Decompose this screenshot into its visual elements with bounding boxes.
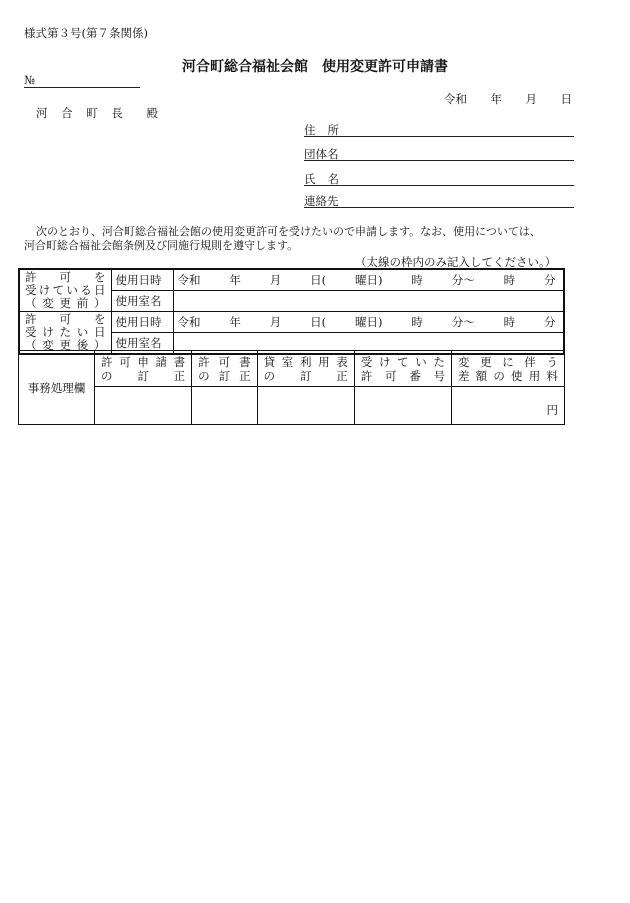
yen-unit: 円 [546,403,558,417]
office-processing-table [18,350,565,425]
use-datetime-field-before[interactable]: 令和 年 月 日( 曜日) 時 分～ 時 分 [173,269,564,290]
contact-field[interactable]: 連絡先 [304,193,574,208]
before-change-label: 許 可 を 受 け て い る 日 （ 変 更 前 ） [19,269,111,312]
office-header-permit-correction: 許 可 書 の 訂 正 [192,351,257,387]
date-line[interactable] [444,91,572,107]
application-number-field[interactable] [24,73,140,88]
office-cell-room-schedule-correction[interactable] [257,387,354,425]
office-header-application-correction: 許 可 申 請 書 の 訂 正 [95,351,192,387]
use-datetime-label-before: 使用日時 [111,269,173,290]
office-cell-permit-correction[interactable] [192,387,257,425]
use-room-field-before[interactable] [173,290,564,311]
instruction-note: （太線の枠内のみ記入してください。） [355,255,557,269]
use-room-label-before: 使用室名 [111,290,173,311]
use-datetime-field-after[interactable]: 令和 年 月 日( 曜日) 時 分～ 時 分 [173,312,564,333]
office-header-fee-difference: 変 更 に 伴 う 差 額 の 使 用 料 [451,351,564,387]
use-room-label-after: 使用室名 [111,333,173,354]
form-number: 様式第３号(第７条関係) [24,26,148,40]
address-field[interactable]: 住 所 [304,122,574,137]
office-cell-application-correction[interactable] [95,387,192,425]
body-text-line1: 次のとおり、河合町総合福祉会館の使用変更許可を受けたいので申請します。なお、使用については、 [36,225,541,238]
office-processing-label: 事務処理欄 [19,351,95,425]
office-header-room-schedule-correction: 貸 室 利 用 表 の 訂 正 [257,351,354,387]
date-year-label: 年 [490,92,502,106]
group-name-field[interactable]: 団体名 [304,146,574,161]
office-header-previous-permit-number: 受 け て い た 許 可 番 号 [354,351,451,387]
number-label: № [24,73,35,87]
office-cell-fee-difference[interactable] [451,387,564,425]
addressee: 河 合 町 長 殿 [36,106,158,120]
body-text-line2: 河合町総合福祉会館条例及び同施行規則を遵守します。 [24,239,299,252]
applicant-name-field[interactable]: 氏 名 [304,171,574,186]
use-datetime-label-after: 使用日時 [111,312,173,333]
date-month-label: 月 [525,92,537,106]
application-table [18,268,565,355]
office-cell-previous-permit-number[interactable] [354,387,451,425]
after-change-label: 許 可 を 受 け た い 日 （ 変 更 後 ） [19,312,111,355]
page-title: 河合町総合福祉会館 使用変更許可申請書 [182,59,448,75]
date-era: 令和 [444,92,467,106]
date-day-label: 日 [560,92,572,106]
